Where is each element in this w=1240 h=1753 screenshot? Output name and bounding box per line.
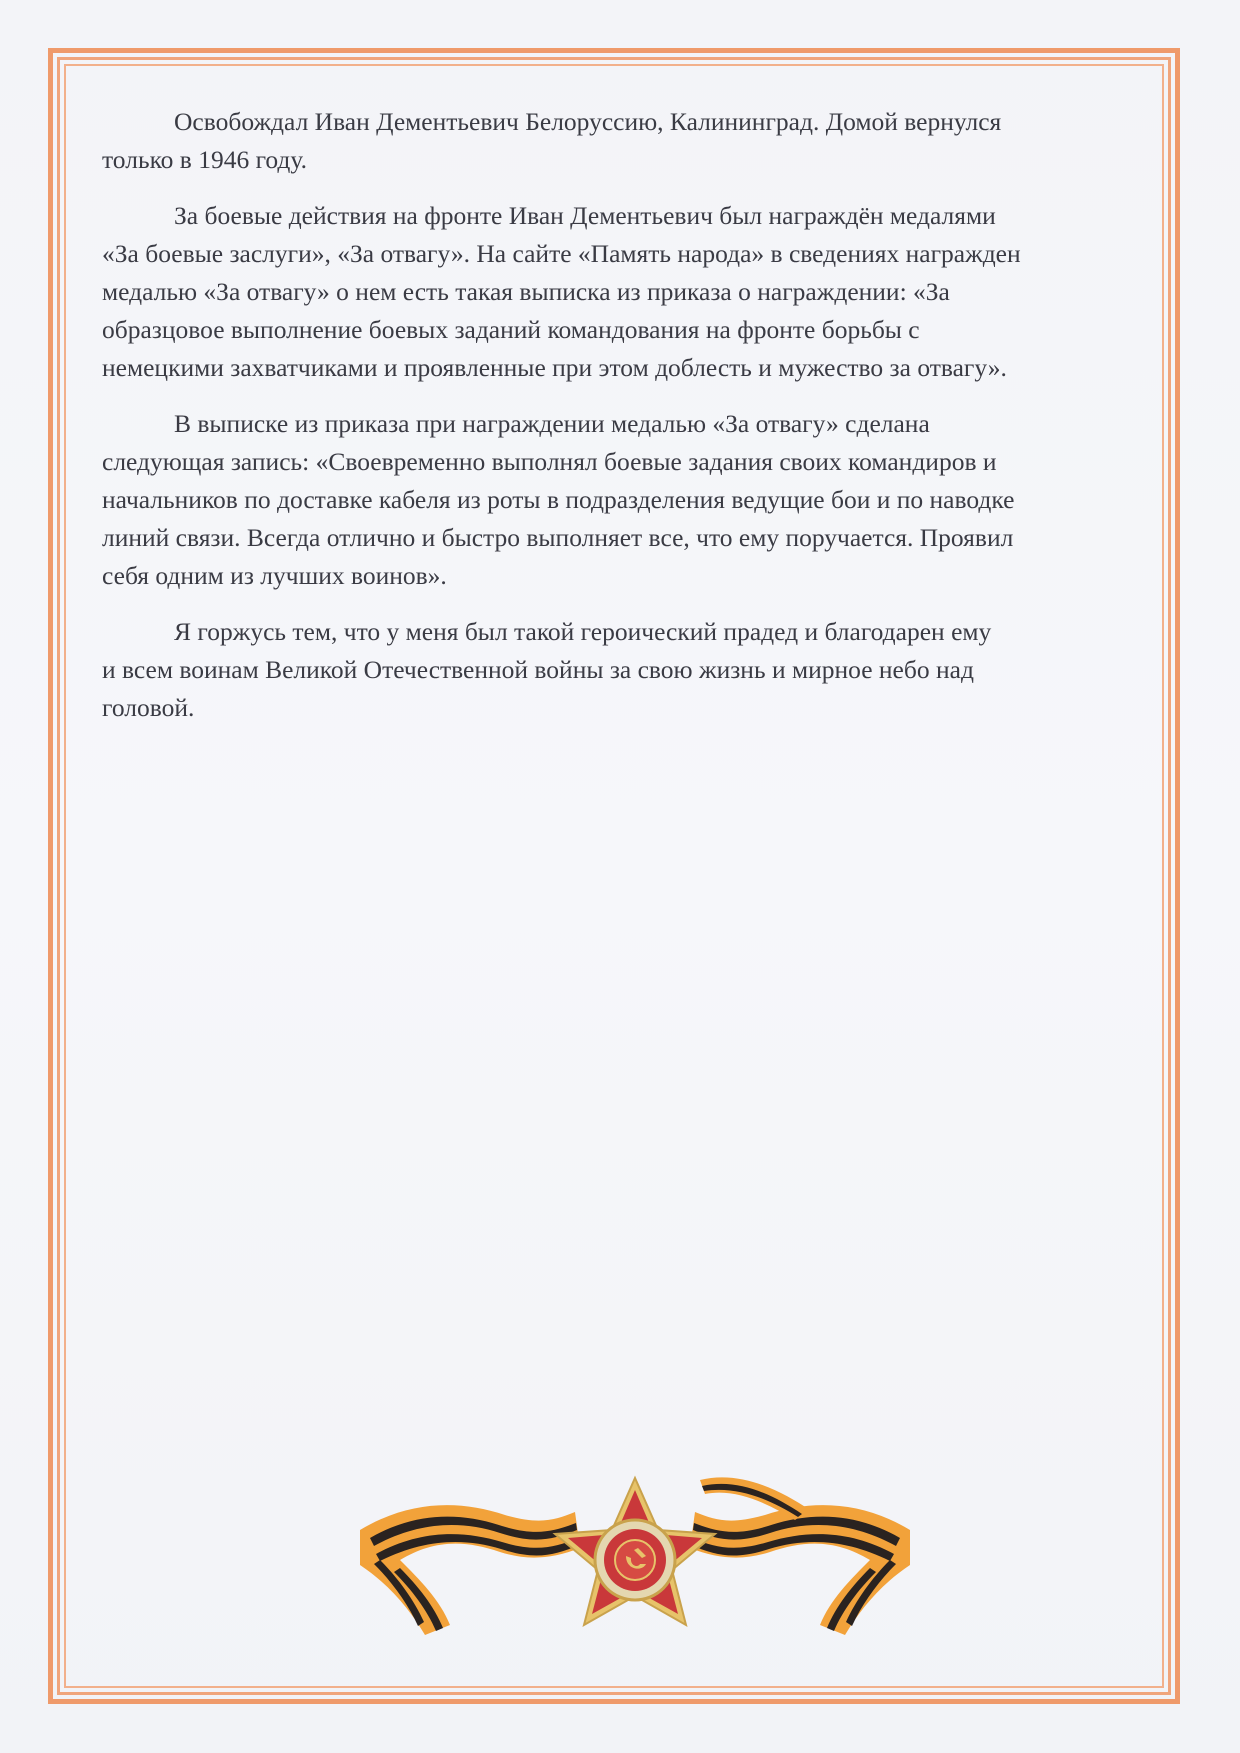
red-star-emblem <box>555 1478 715 1625</box>
st-george-ribbon-right <box>690 1477 910 1635</box>
document-body <box>102 103 1152 745</box>
order-of-patriotic-war-icon <box>340 1460 930 1650</box>
paragraph-order-extract: В выписке из приказа при награждении медалью «За отвагу» сделана следующая запись: «Своевременно выполнял боевые задания своих командиров и начальников по доставке кабеля из роты в подразделения ведущие бои и по наводке линий связи. Всегда отлично и быстро выполняет все, что ему поручается. Проявил себя одним из лучших воинов». <box>102 409 1015 590</box>
paragraph-awards: За боевые действия на фронте Иван Дементьевич был награждён медалями «За боевые заслуги», «За отвагу». На сайте «Память народа» в сведениях награжден медалью «За отвагу» о нем есть такая выписка из приказа о награждении: «За образцовое выполнение боевых заданий командования на фронте борьбы с немецкими захватчиками и проявленные при этом доблесть и мужество за отвагу». <box>102 201 1021 382</box>
st-george-ribbon-left <box>360 1505 580 1635</box>
paragraph-pride: Я горжусь тем, что у меня был такой героический прадед и благодарен ему и всем воинам Великой Отечественной войны за свою жизнь и мирное небо над головой. <box>102 617 992 722</box>
paragraph-liberation: Освобождал Иван Дементьевич Белоруссию, Калининград. Домой вернулся только в 1946 году. <box>102 107 1002 174</box>
